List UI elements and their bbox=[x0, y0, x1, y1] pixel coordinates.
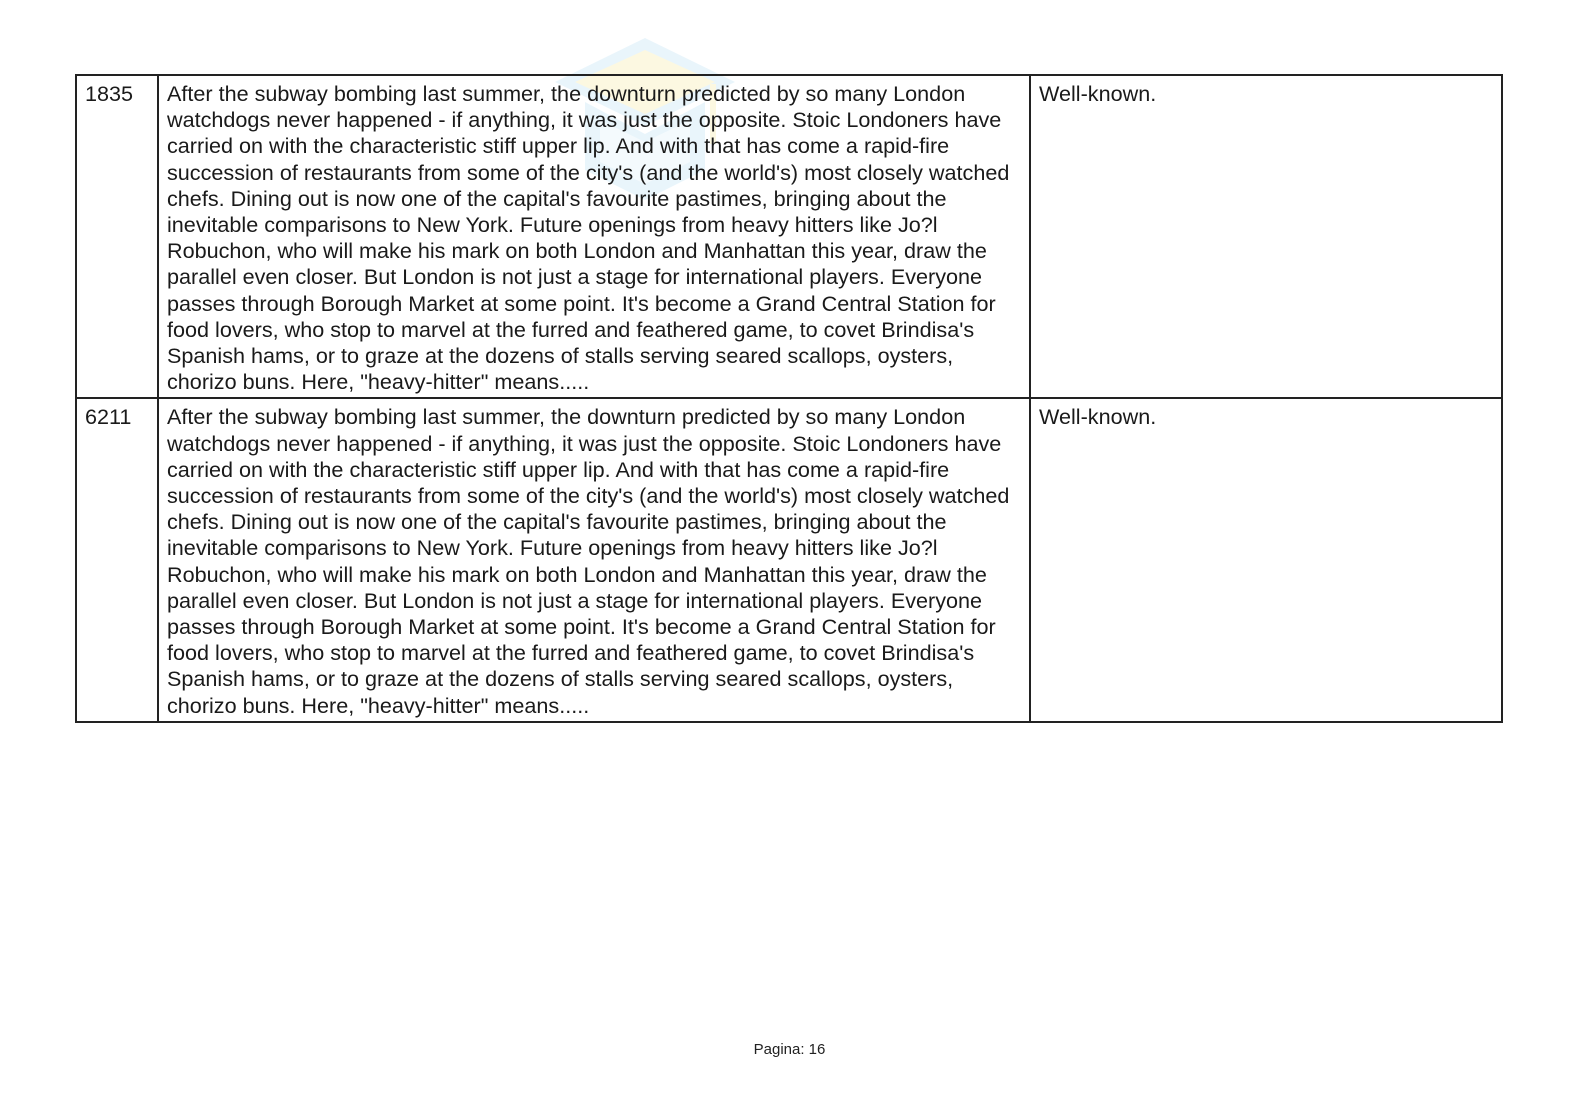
answer-cell: Well-known. bbox=[1030, 75, 1502, 398]
row-id-cell: 6211 bbox=[76, 398, 158, 721]
page-number-footer: Pagina: 16 bbox=[753, 1041, 826, 1058]
question-text-cell: After the subway bombing last summer, the downturn predicted by so many London watchdogs never happened - if anything, it was just the opposite. Stoic Londoners have carried on with the characteristic stiff upper lip. And with that has come a rapid-fire succession of restaurants from some of the city's (and the world's) most closely watched chefs. Dining out is now one of the capital's favourite pastimes, bringing about the inevitable comparisons to New York. Future openings from heavy hitters like Jo?l Robuchon, who will make his mark on both London and Manhattan this year, draw the parallel even closer. But London is not just a stage for international players. Everyone passes through Borough Market at some point. It's become a Grand Central Station for food lovers, who stop to marvel at the furred and feathered game, to covet Brindisa's Spanish hams, or to graze at the dozens of stalls serving seared scallops, oysters, chorizo buns. Here, "heavy-hitter" means..... bbox=[158, 75, 1030, 398]
table-row bbox=[76, 398, 1502, 721]
answer-cell: Well-known. bbox=[1030, 398, 1502, 721]
row-id-cell: 1835 bbox=[76, 75, 158, 398]
question-text-cell: After the subway bombing last summer, the downturn predicted by so many London watchdogs never happened - if anything, it was just the opposite. Stoic Londoners have carried on with the characteristic stiff upper lip. And with that has come a rapid-fire succession of restaurants from some of the city's (and the world's) most closely watched chefs. Dining out is now one of the capital's favourite pastimes, bringing about the inevitable comparisons to New York. Future openings from heavy hitters like Jo?l Robuchon, who will make his mark on both London and Manhattan this year, draw the parallel even closer. But London is not just a stage for international players. Everyone passes through Borough Market at some point. It's become a Grand Central Station for food lovers, who stop to marvel at the furred and feathered game, to covet Brindisa's Spanish hams, or to graze at the dozens of stalls serving seared scallops, oysters, chorizo buns. Here, "heavy-hitter" means..... bbox=[158, 398, 1030, 721]
questions-table bbox=[75, 74, 1503, 723]
table-row bbox=[76, 75, 1502, 398]
